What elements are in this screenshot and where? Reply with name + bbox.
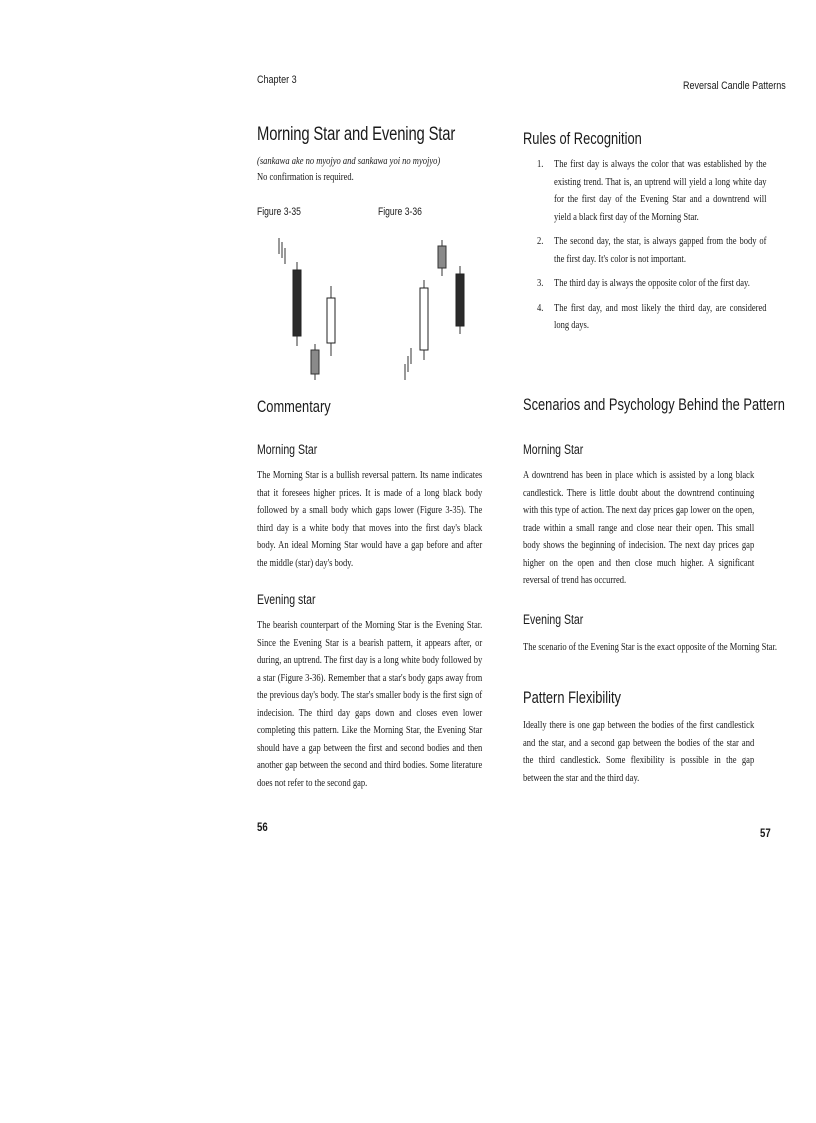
scenarios-heading: Scenarios and Psychology Behind the Pattern [523, 396, 785, 414]
page-number-left: 56 [257, 820, 268, 834]
rule-item: 1. The first day is always the color that was established by the existing trend. That is, an uptrend will yield a long white day for the first day of the Evening Star and a downtrend will yield a black first day of the Morning Star. [537, 159, 767, 223]
evening-star-paragraph: The bearish counterpart of the Morning Star is the Evening Star. Since the Evening Star is a bearish pattern, it appears after, or during, an uptrend. The first day is a long white body followed by a star (Figure 3-36). Remember that a star's body gaps away from the previous day's body. The star's smaller body is the first sign of indecision. The third day gaps down and closes even lower completing this pattern. Like the Morning Star, the Evening Star should have a gap between the first and second bodies and then another gap between the second and third bodies. Some literature does not refer to the second gap. [257, 620, 483, 789]
scenario-morning-heading: Morning Star [523, 442, 584, 457]
morning-star-candle-1-black [293, 262, 301, 346]
morning-star-paragraph: The Morning Star is a bullish reversal pattern. Its name indicates that it foresees higher prices. It is made of a long black body followed by a small body which gaps lower (Figure 3-35). The third day is a white body that moves into the first day's black body. An ideal Morning Star would have a gap before and after the middle (star) day's body. [257, 470, 483, 569]
evening-star-trend-ticks [405, 348, 411, 380]
scenario-evening-heading: Evening Star [523, 612, 584, 627]
chapter-label: Chapter 3 [257, 74, 297, 86]
evening-star-candle-3-black [456, 266, 464, 334]
commentary-heading: Commentary [257, 398, 331, 416]
morning-star-trend-ticks [279, 238, 285, 264]
flexibility-paragraph: Ideally there is one gap between the bodies of the first candlestick and the star, and a second gap between the bodies of the star and the third candlestick. Some flexibility is possible in the gap between the star and the third day. [523, 720, 755, 784]
rule-item: 3. The third day is always the opposite color of the first day. [537, 278, 750, 289]
morning-star-heading: Morning Star [257, 442, 318, 457]
figure-3-36-evening-star [400, 232, 480, 382]
rules-heading: Rules of Recognition [523, 130, 642, 148]
running-head: Reversal Candle Patterns [683, 80, 786, 92]
page-number-right: 57 [760, 826, 771, 840]
morning-star-candle-3-white [327, 286, 335, 356]
figure-3-35-morning-star [262, 228, 362, 383]
rule-item: 2. The second day, the star, is always gapped from the body of the first day. It's color is not important. [537, 236, 767, 265]
evening-star-candle-2-star [438, 240, 446, 276]
figure-label-3-35: Figure 3-35 [257, 206, 301, 218]
scenario-evening-paragraph: The scenario of the Evening Star is the exact opposite of the Morning Star. [523, 642, 778, 653]
confirmation-note: No confirmation is required. [257, 172, 354, 183]
page-title: Morning Star and Evening Star [257, 124, 456, 145]
rule-item: 4. The first day, and most likely the third day, are considered long days. [537, 302, 767, 331]
evening-star-candle-1-white [420, 280, 428, 360]
evening-star-heading: Evening star [257, 592, 316, 607]
japanese-name: (sankawa ake no myojyo and sankawa yoi no myojyo) [257, 156, 441, 167]
flexibility-heading: Pattern Flexibility [523, 689, 621, 707]
figure-label-3-36: Figure 3-36 [378, 206, 422, 218]
morning-star-candle-2-star [311, 344, 319, 380]
scenario-morning-paragraph: A downtrend has been in place which is assisted by a long black candlestick. There is little doubt about the downtrend continuing with this type of action. The next day prices gap lower on the open, trade within a small range and close near their open. This small body shows the beginning of indecision. The next day prices gap higher on the open and then close much higher. A significant reversal of trend has occurred. [523, 470, 755, 586]
rules-list [537, 156, 767, 335]
